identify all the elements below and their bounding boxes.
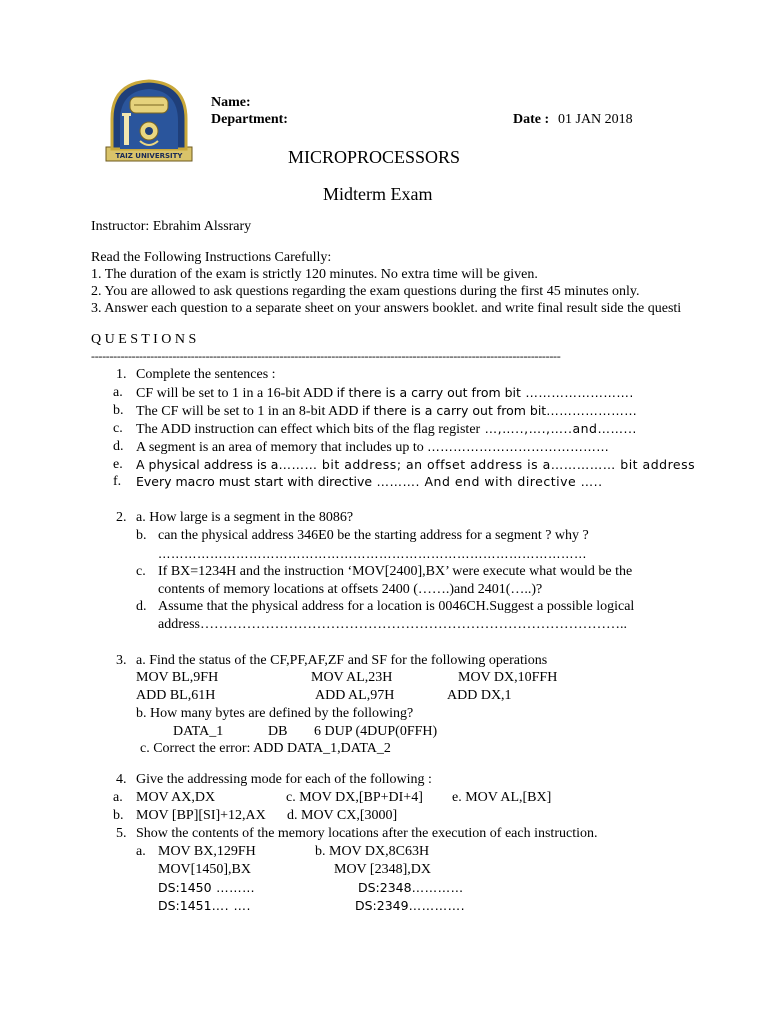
item-letter: b. — [113, 403, 124, 418]
q5-a-line3: DS:1450 ……… — [158, 880, 256, 895]
question-number: 3. — [116, 653, 127, 668]
q3-part-a: a. Find the status of the CF,PF,AF,ZF and SF for the following operations — [136, 653, 548, 668]
q3-part-b: b. How many bytes are defined by the following? — [136, 706, 414, 721]
q2-part-c-line1: If BX=1234H and the instruction ‘MOV[2400],BX’ were execute what would be the — [158, 564, 633, 579]
logo-text: TAIZ UNIVERSITY — [115, 152, 183, 160]
q5-b-line2: MOV [2348],DX — [334, 862, 431, 877]
q4-item-c: c. MOV DX,[BP+DI+4] — [286, 790, 423, 805]
q1-item-c: The ADD instruction can effect which bits of the flag register …,…..,….,…..and……... — [136, 421, 637, 437]
operation: ADD DX,1 — [447, 688, 512, 703]
operation: ADD AL,97H — [315, 688, 395, 703]
q4-item-b: MOV [BP][SI]+12,AX — [136, 808, 266, 823]
operation: MOV BL,9FH — [136, 670, 219, 685]
q1-item-a: CF will be set to 1 in a 16-bit ADD if there is a carry out from bit ……………………. — [136, 385, 634, 401]
q2-part-c-line2: contents of memory locations at offsets 2400 (…….)and 2401(…..)? — [158, 582, 543, 597]
page-subtitle: Midterm Exam — [323, 184, 433, 204]
q4-item-e: e. MOV AL,[BX] — [452, 790, 552, 805]
question-number: 1. — [116, 367, 127, 382]
data-directive: DB — [268, 724, 288, 739]
q1-item-d: A segment is an area of memory that includes up to …………………………………… — [136, 439, 610, 455]
q1-item-b: The CF will be set to 1 in an 8-bit ADD if there is a carry out from bit………………… — [136, 403, 638, 419]
q1-item-f: Every macro must start with directive ………. And end with directive ….. — [136, 474, 603, 489]
data-value: 6 DUP (4DUP(0FFH) — [314, 724, 438, 739]
question-text: Complete the sentences : — [136, 367, 276, 382]
q5-b-line1: b. MOV DX,8C63H — [315, 844, 430, 859]
answer-dots: ……………………………………………………………………………………… — [158, 546, 587, 561]
item-letter: b. — [113, 808, 124, 823]
operation: MOV AL,23H — [311, 670, 393, 685]
questions-heading: Q U E S T I O N S — [91, 332, 197, 347]
q4-item-d: d. MOV CX,[3000] — [287, 808, 398, 823]
q5-a-line2: MOV[1450],BX — [158, 862, 251, 877]
instruction-item: 2. You are allowed to ask questions regarding the exam questions during the first 45 minutes only. — [91, 284, 640, 299]
item-letter: a. — [113, 385, 123, 400]
q2-part-a: a. How large is a segment in the 8086? — [136, 510, 354, 525]
item-letter: b. — [136, 528, 147, 543]
q3-part-c: c. Correct the error: ADD DATA_1,DATA_2 — [140, 741, 391, 756]
operation: MOV DX,10FFH — [458, 670, 558, 685]
q4-item-a: MOV AX,DX — [136, 790, 216, 805]
item-letter: a. — [113, 790, 123, 805]
page-title: MICROPROCESSORS — [288, 147, 461, 167]
item-letter: d. — [113, 439, 124, 454]
question-number: 5. — [116, 826, 127, 841]
instruction-item: 1. The duration of the exam is strictly 120 minutes. No extra time will be given. — [91, 267, 538, 282]
q2-part-d-line2: address……………………………………………………………………………….. — [158, 617, 627, 632]
q5-b-line4: DS:2349…………. — [355, 898, 466, 913]
q5-a-line1: MOV BX,129FH — [158, 844, 256, 859]
department-label: Department: — [211, 112, 288, 127]
question-text: Give the addressing mode for each of the following : — [136, 772, 432, 787]
q2-part-b: can the physical address 346E0 be the starting address for a segment ? why ? — [158, 528, 589, 543]
operation: ADD BL,61H — [136, 688, 216, 703]
item-letter: c. — [136, 564, 146, 579]
date-label: Date : — [513, 112, 550, 127]
date-value: 01 JAN 2018 — [558, 112, 633, 127]
instructor-line: Instructor: Ebrahim Alssrary — [91, 219, 252, 234]
q1-item-e: A physical address is a……… bit address; an offset address is a…………… bit address — [136, 457, 696, 472]
name-label: Name: — [211, 95, 251, 110]
instruction-item: 3. Answer each question to a separate sheet on your answers booklet. and write final result side the questi — [91, 301, 682, 316]
item-letter: f. — [113, 474, 122, 489]
q5-b-line3: DS:2348………… — [358, 880, 464, 895]
item-letter: d. — [136, 599, 147, 614]
data-name: DATA_1 — [173, 724, 224, 739]
instructions-heading: Read the Following Instructions Carefully: — [91, 250, 332, 265]
item-letter: e. — [113, 457, 123, 472]
question-number: 4. — [116, 772, 127, 787]
item-letter: c. — [113, 421, 123, 436]
q2-part-d-line1: Assume that the physical address for a location is 0046CH.Suggest a possible logical — [158, 599, 635, 614]
question-number: 2. — [116, 510, 127, 525]
item-letter: a. — [136, 844, 146, 859]
q5-a-line4: DS:1451…. …. — [158, 898, 252, 913]
question-text: Show the contents of the memory locations after the execution of each instruction. — [136, 826, 598, 841]
university-logo — [104, 79, 194, 165]
divider-line: ------------------------------------------------------------------------------------------------------------------------------- — [91, 349, 561, 363]
